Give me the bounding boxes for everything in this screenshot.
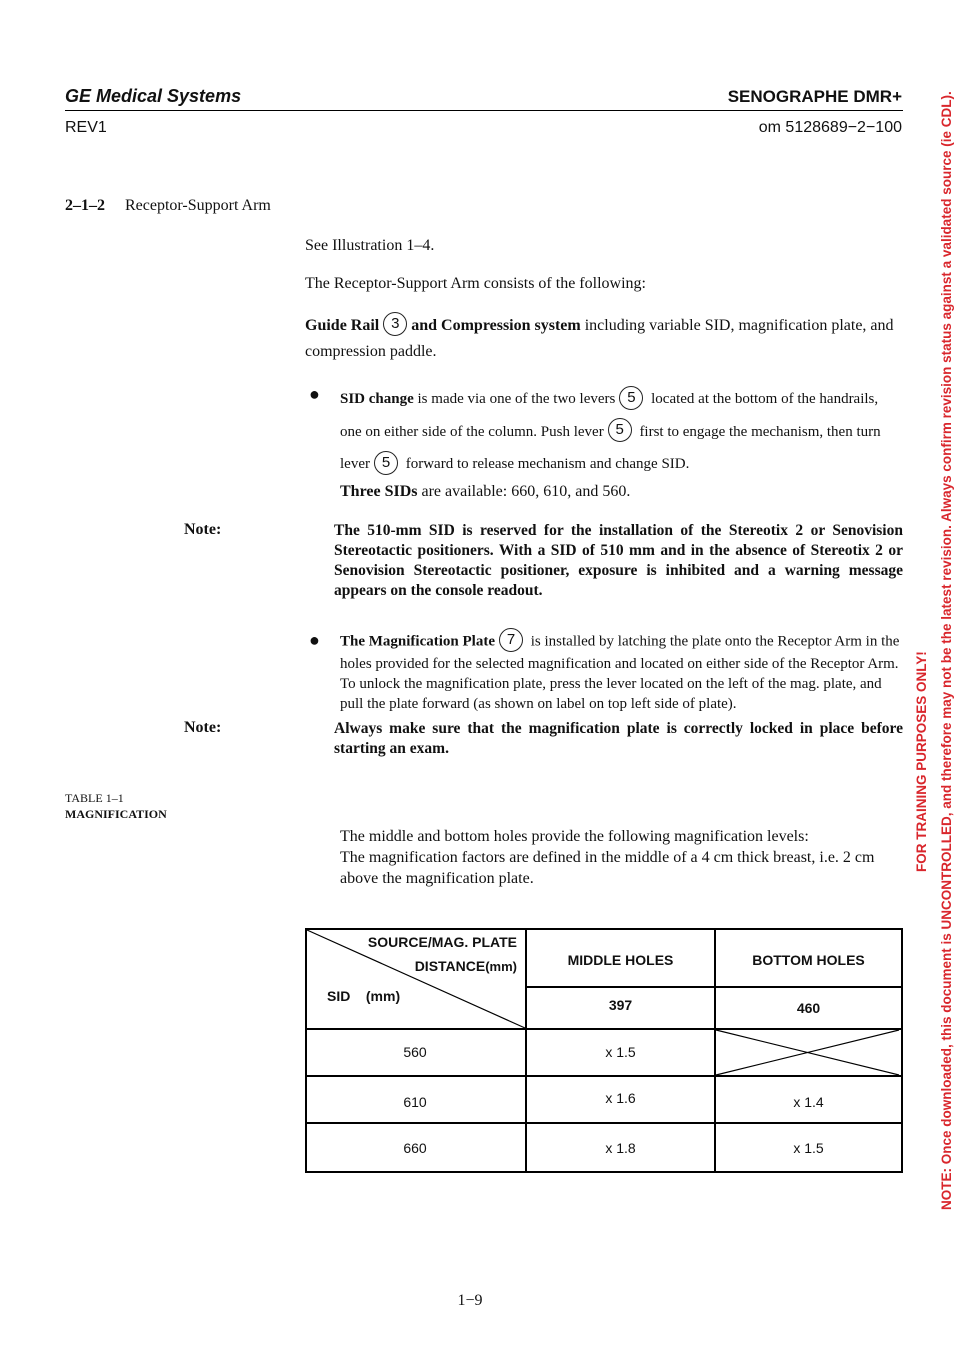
row-660-middle: x 1.8 bbox=[605, 1140, 636, 1156]
col-header-middle: MIDDLE HOLES bbox=[567, 952, 674, 968]
callout-5-a: 5 bbox=[619, 386, 643, 410]
row-610-middle: x 1.6 bbox=[605, 1090, 636, 1106]
watermark-line-1: FOR TRAINING PURPOSES ONLY! bbox=[914, 651, 929, 872]
training-watermark bbox=[912, 91, 962, 1210]
section-title: Receptor-Support Arm bbox=[125, 197, 271, 214]
sid-change-paragraph bbox=[340, 383, 903, 481]
three-sids-term: Three SIDs bbox=[340, 483, 418, 500]
mag-plate-text-1: is installed by latching the plate onto the Receptor Arm in the holes provided for the selected magnification and located on either side of the Receptor Arm. bbox=[340, 633, 900, 672]
callout-5-b: 5 bbox=[608, 418, 632, 442]
sid-change-text-4: forward to release mechanism and change SID. bbox=[401, 456, 690, 472]
sid-change-text-2: located at the bottom of the handrails, one on either side of the column. Push lever bbox=[340, 391, 879, 440]
row-560-sid: 560 bbox=[403, 1044, 427, 1060]
corner-header-distance: DISTANCE bbox=[414, 958, 486, 974]
mag-plate-text-2: To unlock the magnification plate, press the lever located on the left of the mag. plate, and pull the plate forward (as shown on label on top left side of plate). bbox=[340, 676, 882, 712]
bullet-sid-change: ● bbox=[309, 384, 320, 404]
table-number: TABLE 1–1 bbox=[65, 791, 124, 805]
guide-rail-term: Guide Rail bbox=[305, 317, 380, 334]
see-illustration-text: See Illustration 1–4. bbox=[305, 237, 435, 254]
col-header-bottom: BOTTOM HOLES bbox=[752, 952, 865, 968]
table-caption bbox=[65, 790, 167, 822]
intro-line-2: The magnification factors are defined in the middle of a 4 cm thick breast, i.e. 2 cm above the magnification plate. bbox=[340, 849, 875, 887]
note-text-1: The 510-mm SID is reserved for the installation of the Stereotix 2 or Senovision Stereotactic positioners. With a SID of 510 mm and in the absence of Stereotix 2 or Senovision Stereotactic positioner, exposure is inhibited and a warning message appears on the console readout. bbox=[334, 522, 903, 599]
guide-rail-paragraph bbox=[305, 313, 903, 365]
magnification-table bbox=[305, 928, 901, 1171]
magnification-intro bbox=[340, 826, 903, 889]
row-660-bottom: x 1.5 bbox=[793, 1140, 824, 1156]
bullet-mag-plate: ● bbox=[309, 630, 320, 650]
note-label-1: Note: bbox=[184, 521, 222, 538]
revision-label: REV1 bbox=[65, 119, 107, 136]
row-660-sid: 660 bbox=[403, 1140, 427, 1156]
header-rule bbox=[65, 110, 903, 111]
intro-line-1: The middle and bottom holes provide the following magnification levels: bbox=[340, 828, 809, 845]
three-sids-text bbox=[340, 483, 903, 501]
corner-header-line-2 bbox=[365, 958, 525, 974]
product-name: SENOGRAPHE DMR+ bbox=[727, 87, 902, 106]
sid-change-text-3: first to engage the mechanism, then turn lever bbox=[340, 423, 881, 472]
corner-header-sid: SID (mm) bbox=[327, 988, 401, 1004]
callout-7: 7 bbox=[499, 628, 523, 652]
note-label-2: Note: bbox=[184, 719, 222, 736]
callout-5-c: 5 bbox=[374, 451, 398, 475]
corner-header-line-1: SOURCE/MAG. PLATE bbox=[367, 934, 517, 950]
three-sids-values: are available: 660, 610, and 560. bbox=[417, 483, 631, 500]
company-name: GE Medical Systems bbox=[65, 86, 242, 106]
corner-header-unit: (mm) bbox=[485, 959, 517, 974]
guide-rail-description: including variable SID, magnification plate, and compression paddle. bbox=[305, 317, 894, 360]
page-number: 1−9 bbox=[457, 1292, 483, 1309]
consists-intro-text: The Receptor-Support Arm consists of the following: bbox=[305, 275, 646, 292]
document-number: om 5128689−2−100 bbox=[758, 119, 902, 136]
mag-plate-term: The Magnification Plate bbox=[340, 633, 495, 650]
row-610-bottom: x 1.4 bbox=[793, 1094, 824, 1110]
note-text-2: Always make sure that the magnification plate is correctly locked in place before starting an exam. bbox=[334, 720, 903, 757]
sid-change-text-1: is made via one of the two levers bbox=[413, 391, 616, 407]
watermark-text bbox=[912, 91, 962, 1210]
watermark-line-2: NOTE: Once downloaded, this document is UNCONTROLLED, and therefore may not be the latest revision. Always confirm revision status against a validated source (ie CDL). bbox=[939, 91, 954, 1210]
row-610-sid: 610 bbox=[403, 1094, 427, 1110]
dist-middle: 397 bbox=[608, 997, 633, 1013]
sid-change-term: SID change bbox=[340, 391, 414, 407]
row-560-middle: x 1.5 bbox=[605, 1044, 636, 1060]
compression-term: and Compression system bbox=[411, 317, 581, 334]
dist-bottom: 460 bbox=[796, 1000, 821, 1016]
table-title: MAGNIFICATION bbox=[65, 807, 167, 821]
callout-3: 3 bbox=[383, 312, 407, 336]
section-number: 2–1–2 bbox=[65, 197, 105, 214]
mag-plate-paragraph bbox=[340, 630, 903, 714]
